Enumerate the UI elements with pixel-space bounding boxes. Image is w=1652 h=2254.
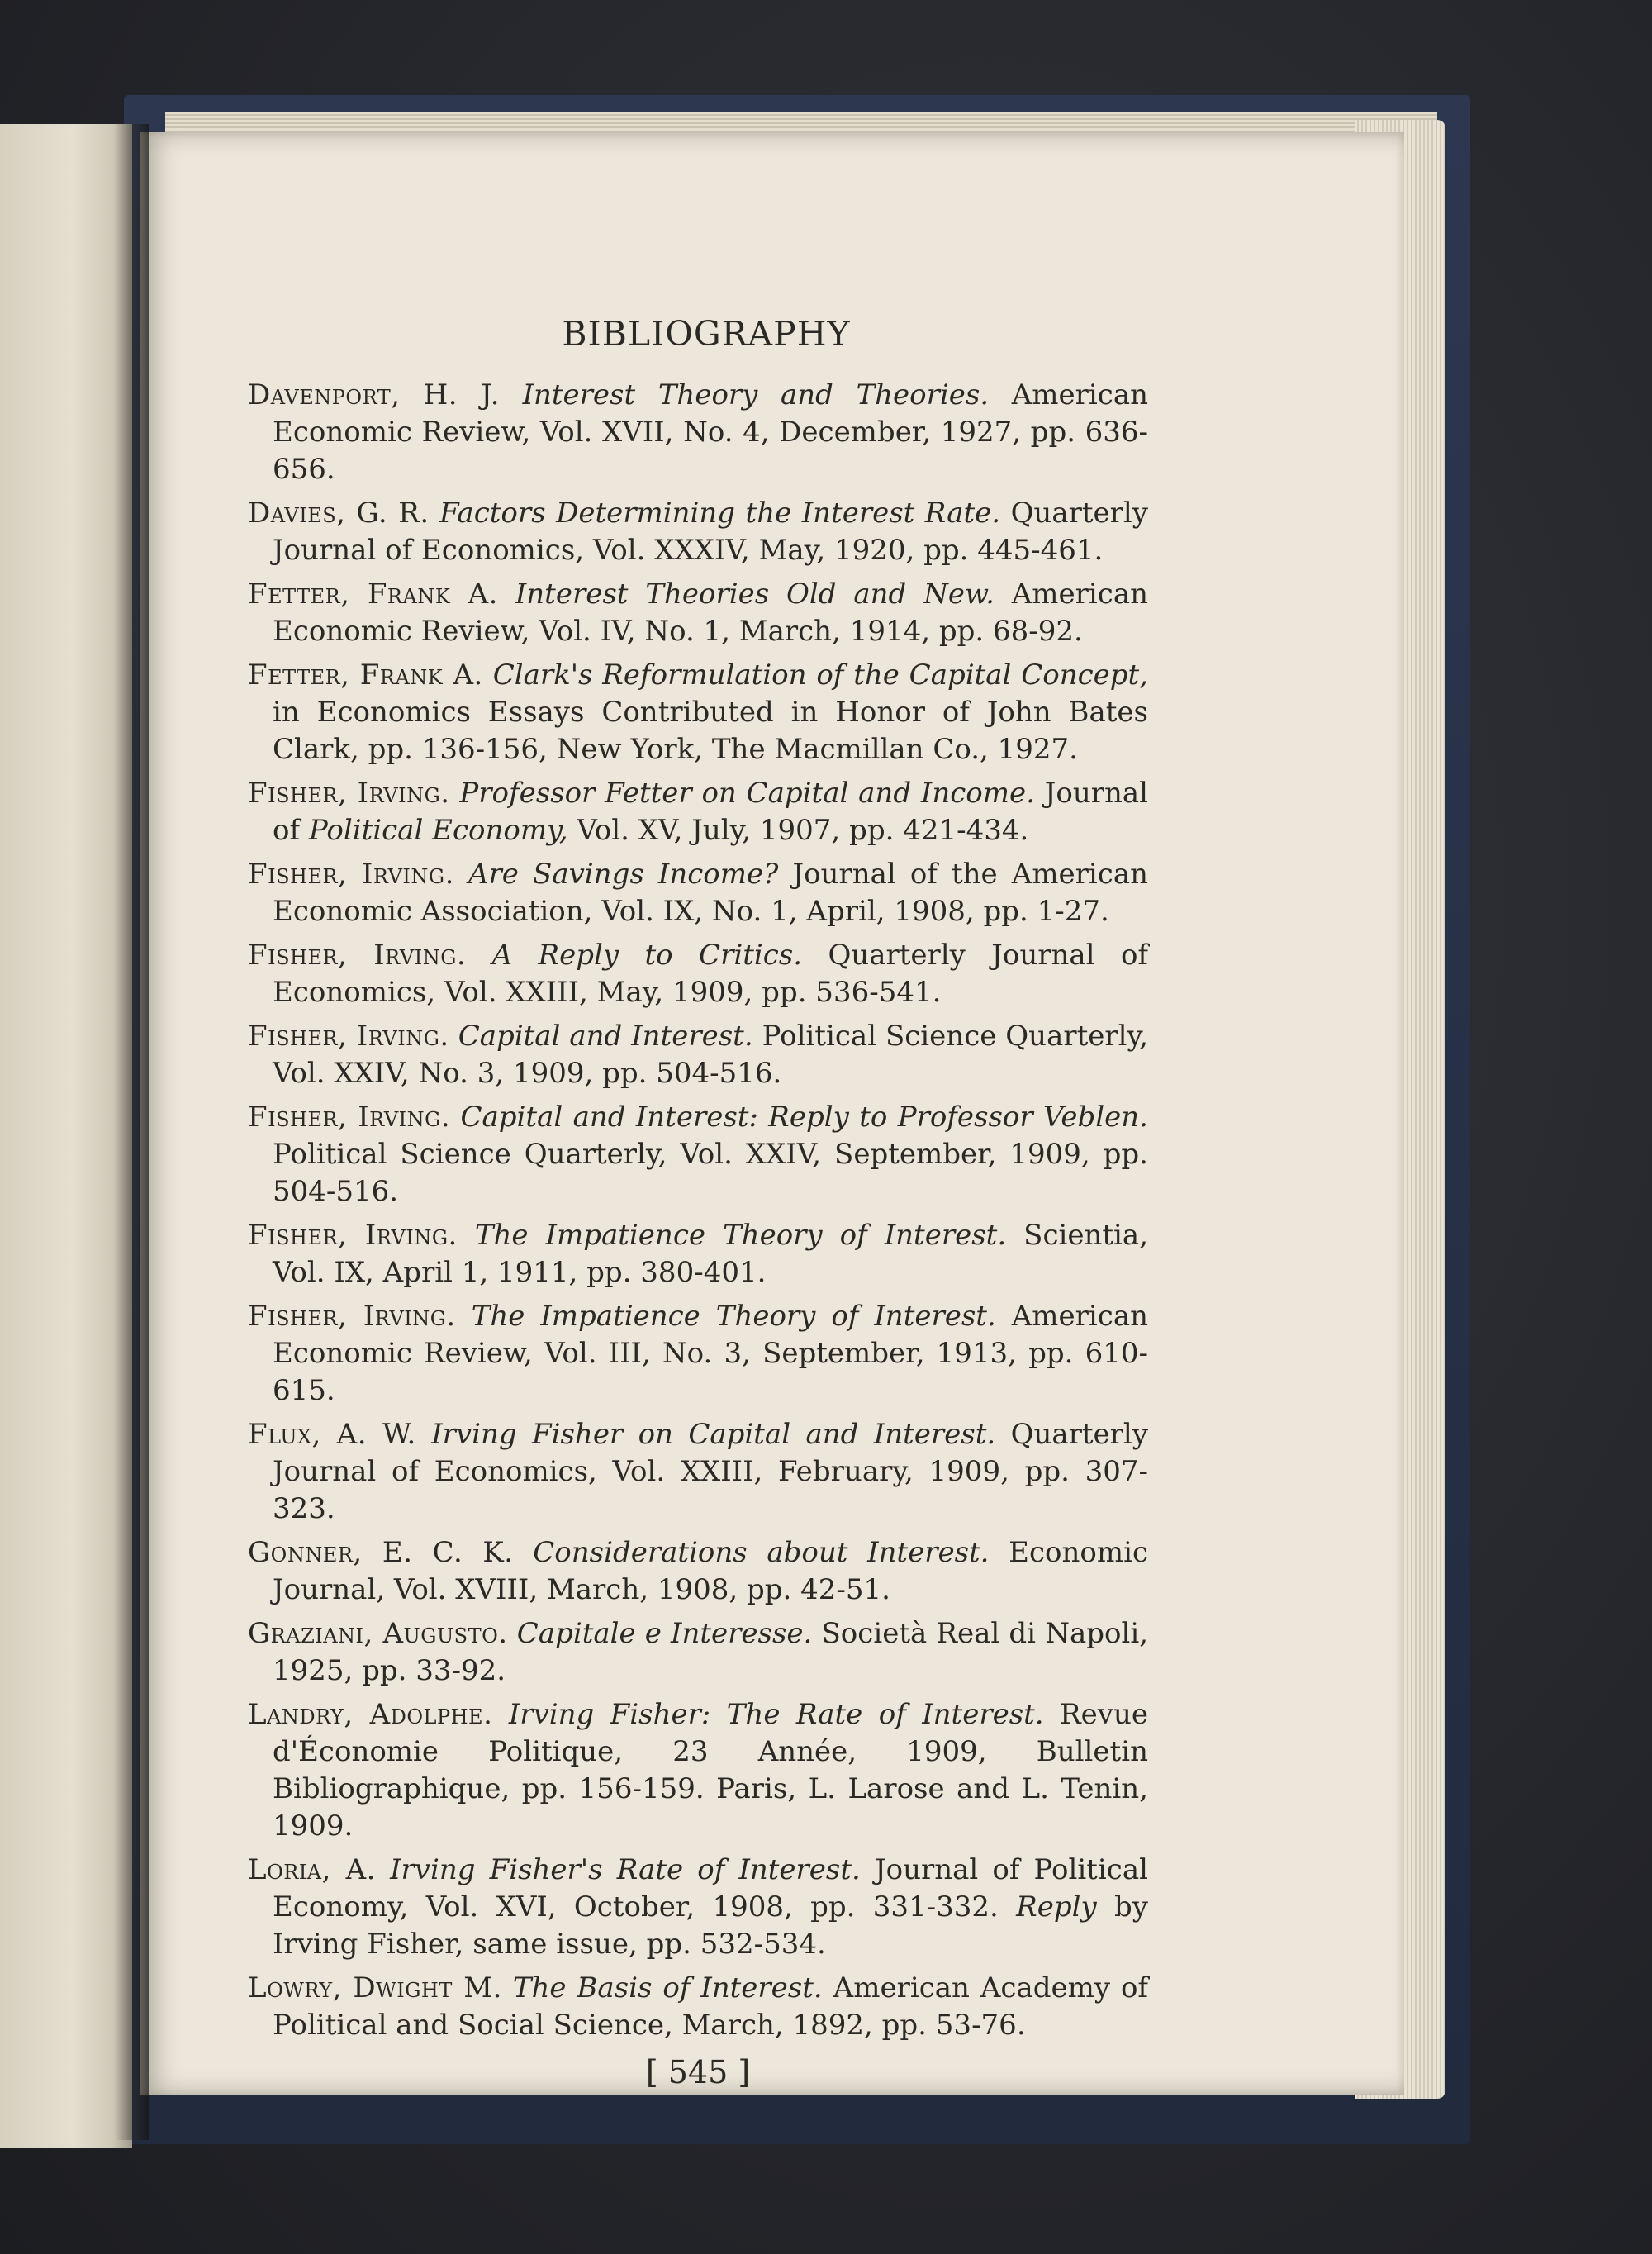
entry-title: Capital and Interest: Reply to Professor Veblen. <box>460 1101 1148 1134</box>
entry-author: Fisher, Irving. <box>248 1020 449 1053</box>
entry-author: Lowry, Dwight M. <box>248 1971 502 2004</box>
bibliography-entry <box>248 937 1148 1011</box>
bibliography-entry <box>248 1615 1148 1690</box>
entry-details: American Economic Review, Vol. III, No. 3, September, 1913, pp. 610-615. <box>273 1300 1149 1407</box>
entry-author: Landry, Adolphe. <box>248 1698 493 1731</box>
entry-details: American Economic Review, Vol. IV, No. 1, March, 1914, pp. 68-92. <box>273 578 1149 648</box>
entry-author: Graziani, Augusto. <box>248 1617 508 1650</box>
entry-title: A Reply to Critics. <box>491 939 803 972</box>
entry-title: Interest Theories Old and New. <box>515 578 995 611</box>
entry-details: Quarterly Journal of Economics, Vol. XXXIV, May, 1920, pp. 445-461. <box>273 497 1148 567</box>
entry-author: Fisher, Irving. <box>248 858 454 891</box>
entry-title: Professor Fetter on Capital and Income. <box>459 777 1035 810</box>
bibliography-entry <box>248 1217 1148 1291</box>
entry-author: Fisher, Irving. <box>248 777 450 810</box>
entry-details: Journal of the American Economic Association, Vol. IX, No. 1, April, 1908, pp. 1-27. <box>273 858 1149 928</box>
entry-title: Factors Determining the Interest Rate. <box>439 497 1001 530</box>
bibliography-entry <box>248 1534 1148 1609</box>
bibliography-entry <box>248 1970 1148 2044</box>
entry-author: Flux, A. W. <box>248 1418 416 1451</box>
entry-details-pre: Journal of <box>273 777 1149 847</box>
bibliography-entry <box>248 1852 1148 1963</box>
entry-author: Fisher, Irving. <box>248 939 467 972</box>
entry-author: Fisher, Irving. <box>248 1219 458 1252</box>
bibliography-entry <box>248 576 1148 650</box>
entry-author: Fisher, Irving. <box>248 1101 451 1134</box>
entry-author: Gonner, E. C. K. <box>248 1536 514 1569</box>
bibliography-entry <box>248 775 1148 849</box>
entry-title: Irving Fisher's Rate of Interest. <box>390 1853 861 1886</box>
bibliography-entry <box>248 1696 1148 1845</box>
bibliography-entry <box>248 495 1148 569</box>
bibliography-entry <box>248 1018 1148 1092</box>
entry-details: Scientia, Vol. IX, April 1, 1911, pp. 380-401. <box>273 1219 1149 1289</box>
entry-title: Irving Fisher on Capital and Interest. <box>431 1418 996 1451</box>
entry-details: Political Science Quarterly, Vol. XXIV, No. 3, 1909, pp. 504-516. <box>273 1020 1149 1090</box>
page-number: [ 545 ] <box>645 2054 751 2090</box>
entry-title: Clark's Reformulation of the Capital Concept, <box>492 659 1148 692</box>
entry-author: Fetter, Frank A. <box>248 578 498 611</box>
entry-details: American Academy of Political and Social Science, March, 1892, pp. 53-76. <box>273 1971 1148 2042</box>
page-heading: BIBLIOGRAPHY <box>562 314 851 354</box>
book-gutter <box>116 124 149 2140</box>
entry-author: Davies, G. R. <box>248 497 430 530</box>
entry-title: The Impatience Theory of Interest. <box>471 1300 996 1333</box>
entry-details: Vol. XV, July, 1907, pp. 421-434. <box>577 814 1029 847</box>
entry-details: Quarterly Journal of Economics, Vol. XXIII, February, 1909, pp. 307-323. <box>273 1418 1148 1525</box>
entry-details: by Irving Fisher, same issue, pp. 532-534. <box>273 1890 1149 1961</box>
entry-title: Capital and Interest. <box>458 1020 753 1053</box>
entry-details: in Economics Essays Contributed in Honor of John Bates Clark, pp. 136-156, New York, The Macmillan Co., 1927. <box>273 696 1148 766</box>
bibliography-entry <box>248 856 1148 930</box>
bibliography-entry <box>248 1416 1148 1528</box>
entry-details: Quarterly Journal of Economics, Vol. XXIII, May, 1909, pp. 536-541. <box>273 939 1148 1009</box>
entry-author: Loria, A. <box>248 1853 376 1886</box>
entry-title: Interest Theory and Theories. <box>522 378 990 411</box>
bibliography-entry <box>248 1298 1148 1410</box>
entry-details: Political Science Quarterly, Vol. XXIV, September, 1909, pp. 504-516. <box>273 1138 1148 1208</box>
entry-reply-title: Reply <box>1016 1890 1097 1924</box>
entry-details-pre: Journal of Political Economy, Vol. XVI, October, 1908, pp. 331-332. <box>273 1853 1148 1924</box>
entry-title: Considerations about Interest. <box>533 1536 990 1569</box>
bibliography-entry <box>248 657 1148 768</box>
entry-details: Revue d'Économie Politique, 23 Année, 1909, Bulletin Bibliographique, pp. 156-159. Paris, L. Larose and L. Tenin, 1909. <box>273 1698 1149 1843</box>
entry-title: Capitale e Interesse. <box>516 1617 813 1650</box>
entry-title: The Basis of Interest. <box>512 1971 823 2004</box>
bibliography-entry <box>248 377 1148 488</box>
entry-details: American Economic Review, Vol. XVII, No. 4, December, 1927, pp. 636-656. <box>273 378 1149 486</box>
entry-details: Società Real di Napoli, 1925, pp. 33-92. <box>273 1617 1149 1687</box>
entry-author: Davenport, H. J. <box>248 378 500 411</box>
entry-author: Fetter, Frank A. <box>248 659 483 692</box>
entry-title: The Impatience Theory of Interest. <box>474 1219 1007 1252</box>
left-page-edge <box>0 124 132 2148</box>
page-content <box>248 314 1148 2090</box>
entry-journal-title: Political Economy, <box>308 814 568 847</box>
bibliography-entry <box>248 1099 1148 1210</box>
entry-author: Fisher, Irving. <box>248 1300 456 1333</box>
entry-title: Irving Fisher: The Rate of Interest. <box>508 1698 1044 1731</box>
entry-details: Economic Journal, Vol. XVIII, March, 1908, pp. 42-51. <box>273 1536 1149 1606</box>
entry-title: Are Savings Income? <box>468 858 779 891</box>
